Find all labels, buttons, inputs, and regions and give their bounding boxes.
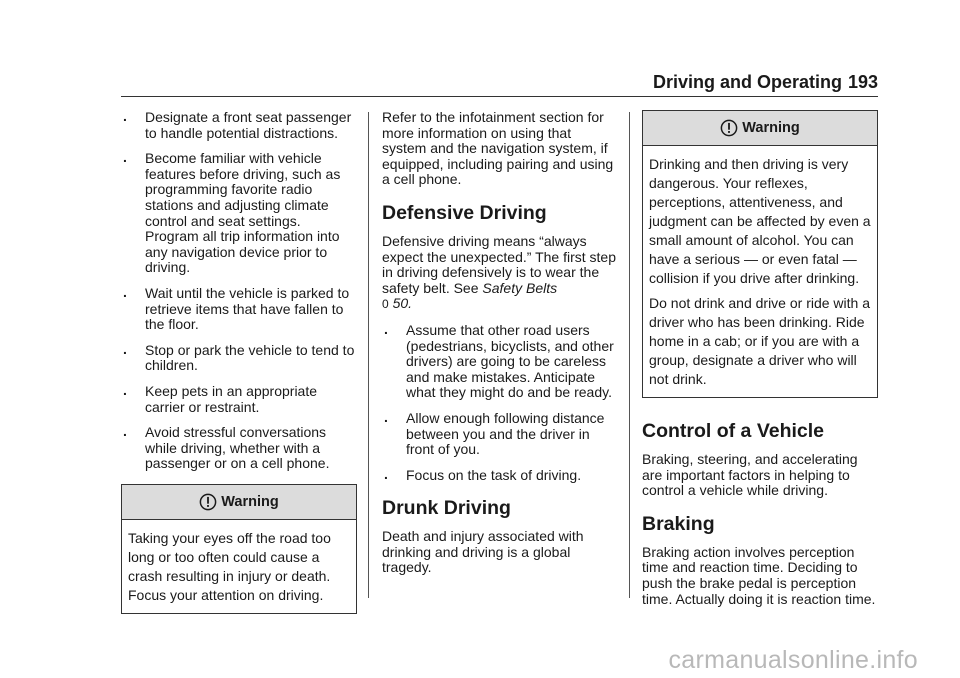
bullet-marker: .	[123, 149, 127, 166]
warning-text: Taking your eyes off the road too long or too often could cause a crash resulting in injury or death. Focus your attention on driving.	[128, 529, 331, 603]
list-item: . Avoid stressful conversations while driving, whether with a passenger or on a cell phone.	[123, 423, 330, 472]
heading-control-of-vehicle: Control of a Vehicle	[642, 420, 825, 442]
list-item: . Allow enough following distance between you and the driver in front of you.	[384, 408, 605, 458]
warning-body	[122, 520, 356, 613]
column-divider	[368, 112, 369, 598]
warning-title: Warning	[742, 120, 800, 136]
defensive-paragraph: Defensive driving means “always expect the unexpected.” The first step in driving defensively is to wear the safety belt. See Safety Belts 0 50.	[382, 232, 616, 312]
list-item: . Assume that other road users (pedestrians, bicyclists, and other drivers) are going to be careless and make mistakes. Anticipate what they might do and be ready.	[384, 320, 614, 401]
list-item: . Designate a front seat passenger to handle potential distractions.	[123, 108, 352, 141]
control-paragraph: Braking, steering, and accelerating are important factors in helping to control a vehicle while driving.	[642, 451, 858, 499]
warning-body	[643, 146, 877, 397]
list-item: . Wait until the vehicle is parked to retrieve items that have fallen to the floor.	[123, 283, 350, 333]
intro-paragraph: Refer to the infotainment section for more information on using that system and the navigation system, if equipped, including pairing and using a cell phone.	[382, 109, 614, 188]
bullet-marker: .	[384, 465, 388, 482]
warning-header	[122, 485, 356, 520]
section-title: Driving and Operating	[652, 72, 842, 92]
braking-paragraph: Braking action involves perception time and reaction time. Deciding to push the brake pedal is perception time. Actually doing it is reaction time.	[642, 543, 876, 607]
warning-header	[643, 111, 877, 146]
column-left	[121, 110, 357, 614]
watermark: carmanualsonline.info	[668, 646, 918, 674]
header-rule	[121, 96, 878, 97]
xref-safety-belts[interactable]: Safety Belts	[482, 279, 558, 296]
heading-braking: Braking	[642, 512, 715, 535]
list-item: . Focus on the task of driving.	[384, 465, 582, 483]
warning-title: Warning	[221, 493, 279, 510]
list-item: . Keep pets in an appropriate carrier or restraint.	[123, 381, 318, 415]
warning-box	[121, 484, 357, 614]
xref-page[interactable]: 50	[392, 295, 409, 312]
column-divider	[629, 112, 630, 598]
page-ref-icon: 0	[382, 297, 389, 312]
bullet-marker: .	[123, 340, 127, 357]
drunk-paragraph: Death and injury associated with drinking and driving is a global tragedy.	[382, 528, 584, 576]
bullet-marker: .	[123, 283, 127, 300]
page-number: 193	[847, 72, 878, 92]
bullet-marker: .	[384, 320, 388, 337]
warning-box	[642, 110, 878, 398]
bullet-marker: .	[384, 408, 388, 425]
heading-defensive-driving: Defensive Driving	[382, 201, 547, 224]
heading-drunk-driving: Drunk Driving	[382, 497, 511, 520]
column-right	[642, 110, 878, 617]
bullet-marker: .	[123, 381, 127, 398]
warning-icon	[199, 493, 217, 511]
bullet-marker: .	[123, 423, 127, 440]
warning-icon	[720, 119, 738, 137]
list-item: . Stop or park the vehicle to tend to children.	[123, 340, 355, 374]
column-middle	[382, 110, 618, 586]
bullet-marker: .	[123, 108, 127, 124]
warning-text: Do not drink and drive or ride with a driver who has been drinking. Ride home in a cab; or if you are with a group, designate a driver who will not drink.	[649, 295, 870, 387]
warning-text: Drinking and then driving is very dangerous. Your reflexes, perceptions, attentiveness, and judgment can be affected by even a small amount of alcohol. You can have a serious — or even fatal — collision if you drive after drinking.	[649, 156, 871, 286]
list-item: . Become familiar with vehicle features before driving, such as programming favorite radio stations and adjusting climate control and seat settings. Program all trip information into any navigation device prior to driving.	[123, 149, 341, 276]
page-header	[0, 70, 960, 96]
